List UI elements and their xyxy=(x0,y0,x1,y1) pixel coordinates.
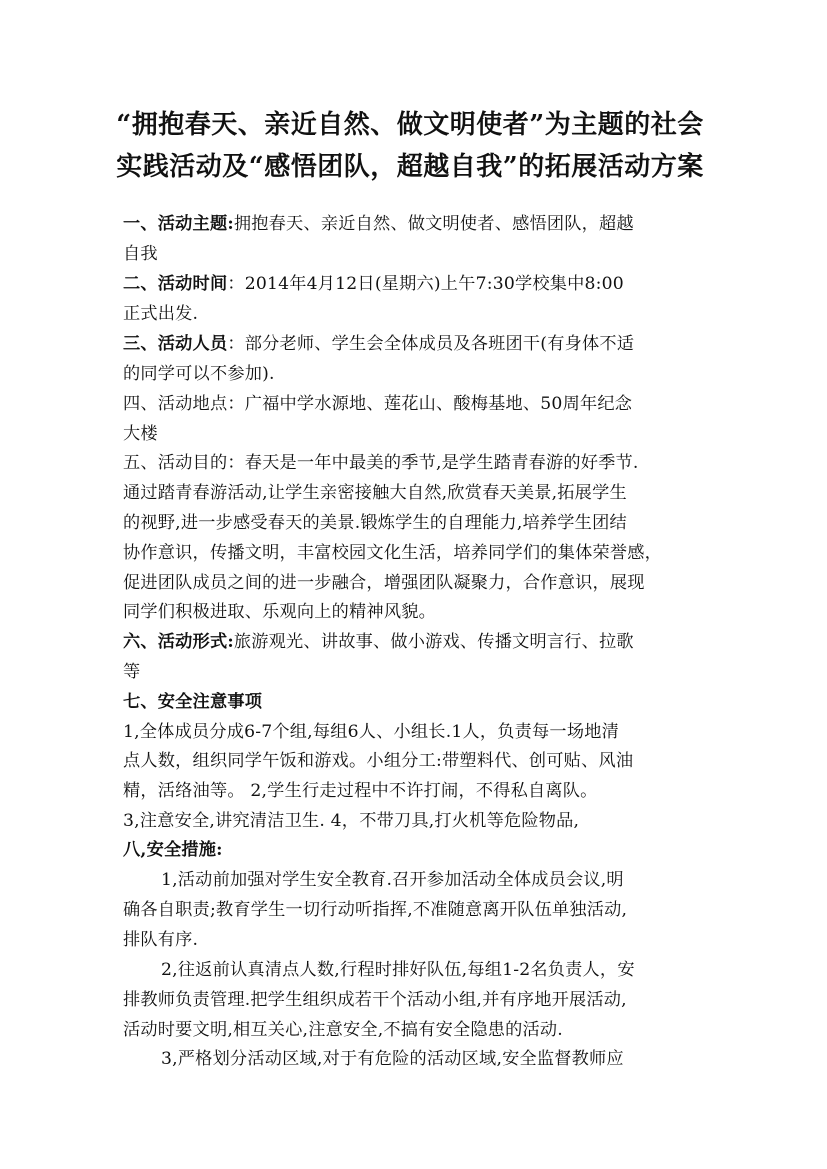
section-6-label: 六、活动形式: xyxy=(123,632,234,652)
section-8-item-1-line-2: 确各自职责;教育学生一切行动听指挥,不准随意离开队伍单独活动, xyxy=(123,900,628,920)
section-8-item-2-line-1: 2,往返前认真清点人数,行程时排好队伍,每组1-2名负责人，安 xyxy=(161,960,635,980)
section-7-line-1: 1,全体成员分成6-7个组,每组6人、小组长.1人，负责每一场地清 xyxy=(123,722,619,742)
section-1-text: 拥抱春天、亲近自然、做文明使者、感悟团队，超越 xyxy=(233,214,634,234)
section-5-line-3: 的视野,进一步感受春天的美景.锻炼学生的自理能力,培养学生团结 xyxy=(123,513,627,533)
section-5-line-1: 五、活动目的：春天是一年中最美的季节,是学生踏青春游的好季节. xyxy=(123,453,639,473)
section-8-item-2-line-2: 排教师负责管理.把学生组织成若干个活动小组,并有序地开展活动, xyxy=(123,990,627,1010)
section-6-continuation: 等 xyxy=(123,662,141,682)
section-4-line: 四、活动地点：广福中学水源地、莲花山、酸梅基地、50周年纪念 xyxy=(123,394,633,414)
section-6-line xyxy=(123,631,708,653)
section-2-text: ：2014年4月12日(星期六)上午7:30学校集中8:00 xyxy=(227,274,624,294)
section-5-line-4: 协作意识，传播文明，丰富校园文化生活，培养同学们的集体荣誉感， xyxy=(123,543,663,563)
section-6-text: 旅游观光、讲故事、做小游戏、传播文明言行、拉歌 xyxy=(233,632,634,652)
document-title-line-2: 实践活动及“感悟团队，超越自我”的拓展活动方案 xyxy=(116,152,704,182)
section-7-heading: 七、安全注意事项 xyxy=(123,692,263,712)
section-8-item-3-line-1: 3,严格划分活动区域,对于有危险的活动区域,安全监督教师应 xyxy=(161,1049,624,1069)
section-3-label: 三、活动人员 xyxy=(123,334,228,354)
section-3-line xyxy=(123,333,708,355)
section-2-line xyxy=(123,273,708,295)
section-2-label: 二、活动时间 xyxy=(123,274,228,294)
section-5-line-2: 通过踏青春游活动,让学生亲密接触大自然,欣赏春天美景,拓展学生 xyxy=(123,483,627,503)
section-3-text: ：部分老师、学生会全体成员及各班团干(有身体不适 xyxy=(227,334,635,354)
section-1-label: 一、活动主题: xyxy=(123,214,234,234)
section-8-item-1-line-1: 1,活动前加强对学生安全教育.召开参加活动全体成员会议,明 xyxy=(161,870,624,890)
section-5-line-5: 促进团队成员之间的进一步融合，增强团队凝聚力，合作意识，展现 xyxy=(123,573,645,593)
section-8-heading: 八,安全措施: xyxy=(123,840,223,860)
section-5-line-6: 同学们积极进取、乐观向上的精神风貌。 xyxy=(123,602,436,622)
section-7-line-3: 精，活络油等。 2,学生行走过程中不许打闹，不得私自离队。 xyxy=(123,781,598,801)
section-3-continuation: 的同学可以不参加). xyxy=(123,364,275,384)
section-1-line xyxy=(123,213,708,235)
section-7-line-2: 点人数，组织同学午饭和游戏。小组分工:带塑料代、创可贴、风油 xyxy=(123,751,634,771)
section-1-continuation: 自我 xyxy=(123,244,158,264)
document-title-line-1: “拥抱春天、亲近自然、做文明使者”为主题的社会 xyxy=(116,110,704,140)
section-7-line-4: 3,注意安全,讲究清洁卫生. 4，不带刀具,打火机等危险物品, xyxy=(123,811,580,831)
section-8-item-2-line-3: 活动时要文明,相互关心,注意安全,不搞有安全隐患的活动. xyxy=(123,1020,563,1040)
section-2-continuation: 正式出发. xyxy=(123,304,199,324)
section-4-continuation: 大楼 xyxy=(123,424,158,444)
section-8-item-1-line-3: 排队有序. xyxy=(123,930,199,950)
